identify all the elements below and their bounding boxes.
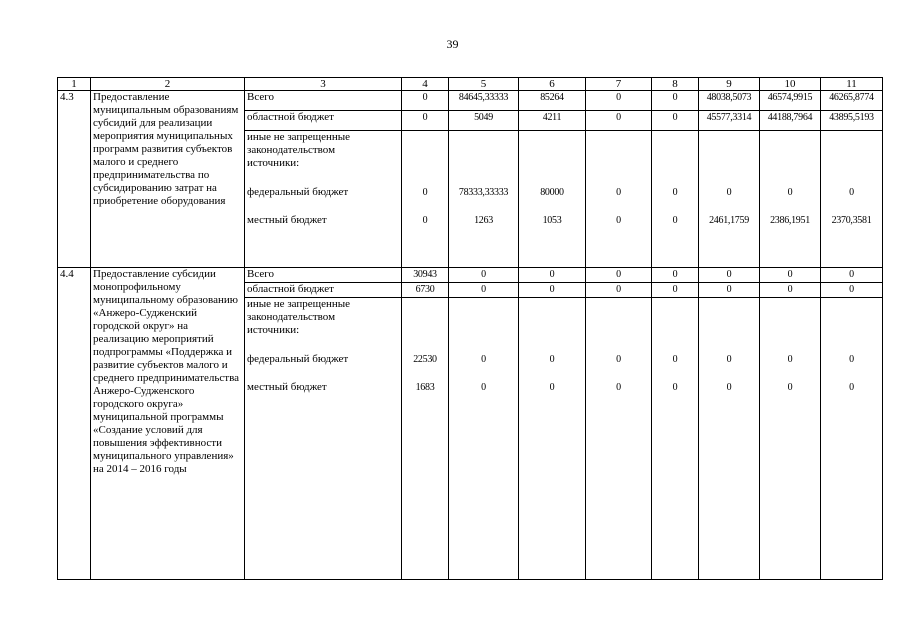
value-cell: 0 xyxy=(586,91,652,111)
column-number-1: 1 xyxy=(58,78,91,91)
value-cell: 5049 xyxy=(449,111,519,131)
local-value: 1683 xyxy=(415,382,435,393)
value-cell: 46574,9915 xyxy=(760,91,821,111)
value-cell: 0 xyxy=(402,111,449,131)
value-cell-stack xyxy=(821,131,883,268)
local-value: 0 xyxy=(672,215,678,226)
federal-value: 0 xyxy=(726,354,732,365)
value-cell: 6730 xyxy=(402,283,449,298)
value-cell-stack xyxy=(586,298,652,580)
federal-value: 0 xyxy=(422,187,428,198)
source-label-total: Всего xyxy=(245,268,402,283)
column-number-11: 11 xyxy=(821,78,883,91)
value-cell: 0 xyxy=(760,283,821,298)
source-label-local: местный бюджет xyxy=(247,381,327,393)
source-labels-other xyxy=(245,298,402,580)
source-label-other: иные не запрещенные законодательством источники: xyxy=(247,131,351,169)
value-cell: 85264 xyxy=(519,91,586,111)
budget-table xyxy=(57,77,883,580)
local-value: 0 xyxy=(616,215,621,226)
value-cell-stack xyxy=(821,298,883,580)
value-cell-stack xyxy=(760,131,821,268)
value-cell: 0 xyxy=(402,91,449,111)
value-cell: 0 xyxy=(449,268,519,283)
value-cell: 0 xyxy=(821,283,883,298)
value-cell: 44188,7964 xyxy=(760,111,821,131)
value-cell-stack xyxy=(449,131,519,268)
federal-value: 0 xyxy=(549,354,555,365)
page-number: 39 xyxy=(446,37,459,51)
value-cell: 4211 xyxy=(519,111,586,131)
value-cell: 0 xyxy=(699,283,760,298)
value-cell: 0 xyxy=(821,268,883,283)
value-cell-stack xyxy=(652,298,699,580)
column-number-row xyxy=(58,78,883,91)
row-total xyxy=(58,91,883,111)
federal-value: 0 xyxy=(672,187,678,198)
column-number-2: 2 xyxy=(91,78,245,91)
local-value: 2370,3581 xyxy=(831,215,872,226)
value-cell: 30943 xyxy=(402,268,449,283)
local-value: 1053 xyxy=(542,215,562,226)
value-cell: 45577,3314 xyxy=(699,111,760,131)
column-number-4: 4 xyxy=(402,78,449,91)
value-cell: 0 xyxy=(699,268,760,283)
local-value: 0 xyxy=(787,382,793,393)
local-value: 0 xyxy=(726,382,732,393)
source-label-local: местный бюджет xyxy=(247,214,327,226)
column-number-3: 3 xyxy=(245,78,402,91)
value-cell-stack xyxy=(402,298,449,580)
value-cell: 46265,8774 xyxy=(821,91,883,111)
federal-value: 0 xyxy=(616,187,621,198)
value-cell-stack xyxy=(519,131,586,268)
federal-value: 22530 xyxy=(413,354,437,365)
column-number-6: 6 xyxy=(519,78,586,91)
value-cell-stack xyxy=(699,131,760,268)
value-cell-stack xyxy=(402,131,449,268)
value-cell: 0 xyxy=(449,283,519,298)
federal-value: 80000 xyxy=(540,187,564,198)
value-cell: 48038,5073 xyxy=(699,91,760,111)
value-cell: 84645,33333 xyxy=(449,91,519,111)
value-cell: 0 xyxy=(652,268,699,283)
source-label-federal: федеральный бюджет xyxy=(247,186,349,198)
federal-value: 78333,33333 xyxy=(458,187,509,198)
value-cell-stack xyxy=(519,298,586,580)
local-value: 0 xyxy=(672,382,678,393)
federal-value: 0 xyxy=(787,354,793,365)
value-cell: 43895,5193 xyxy=(821,111,883,131)
source-label-regional: областной бюджет xyxy=(245,111,402,131)
value-cell: 0 xyxy=(519,283,586,298)
value-cell: 0 xyxy=(652,283,699,298)
item-code: 4.3 xyxy=(58,91,91,268)
column-number-10: 10 xyxy=(760,78,821,91)
federal-value: 0 xyxy=(616,354,621,365)
source-label-other: иные не запрещенные законодательством источники: xyxy=(247,298,351,336)
value-cell: 0 xyxy=(519,268,586,283)
local-value: 0 xyxy=(481,382,486,393)
source-label-total: Всего xyxy=(245,91,402,111)
value-cell-stack xyxy=(760,298,821,580)
value-cell: 0 xyxy=(586,268,652,283)
local-value: 0 xyxy=(422,215,428,226)
value-cell: 0 xyxy=(760,268,821,283)
item-description: Предоставление субсидии монопрофильному муниципальному образованию «Анжеро-Судженский городской округ» на реализацию мероприятий подпрограммы «Поддержка и развитие субъектов малого и среднего предпринимательства Анжеро-Судженского городского округа» муниципальной программы «Создание условий для повышения эффективности муниципального управления» на 2014 – 2016 годы xyxy=(91,268,245,580)
column-number-5: 5 xyxy=(449,78,519,91)
value-cell: 0 xyxy=(586,111,652,131)
federal-value: 0 xyxy=(849,187,854,198)
value-cell-stack xyxy=(652,131,699,268)
local-value: 2386,1951 xyxy=(770,215,810,226)
value-cell: 0 xyxy=(652,111,699,131)
federal-value: 0 xyxy=(787,187,793,198)
local-value: 0 xyxy=(849,382,854,393)
value-cell-stack xyxy=(699,298,760,580)
column-number-9: 9 xyxy=(699,78,760,91)
local-value: 0 xyxy=(616,382,621,393)
row-total xyxy=(58,268,883,283)
item-description: Предоставление муниципальным образованиям субсидий для реализации мероприятия муниципальных программ развития субъектов малого и среднего предпринимательства по субсидированию затрат на приобретение оборудования xyxy=(91,91,245,268)
federal-value: 0 xyxy=(849,354,854,365)
item-code: 4.4 xyxy=(58,268,91,580)
column-number-7: 7 xyxy=(586,78,652,91)
federal-value: 0 xyxy=(672,354,678,365)
local-value: 1263 xyxy=(474,215,493,226)
column-number-8: 8 xyxy=(652,78,699,91)
value-cell: 0 xyxy=(586,283,652,298)
local-value: 0 xyxy=(549,382,555,393)
local-value: 2461,1759 xyxy=(709,215,749,226)
federal-value: 0 xyxy=(481,354,486,365)
source-label-federal: федеральный бюджет xyxy=(247,353,349,365)
value-cell: 0 xyxy=(652,91,699,111)
value-cell-stack xyxy=(586,131,652,268)
source-label-regional: областной бюджет xyxy=(245,283,402,298)
value-cell-stack xyxy=(449,298,519,580)
source-labels-other xyxy=(245,131,402,268)
federal-value: 0 xyxy=(726,187,732,198)
